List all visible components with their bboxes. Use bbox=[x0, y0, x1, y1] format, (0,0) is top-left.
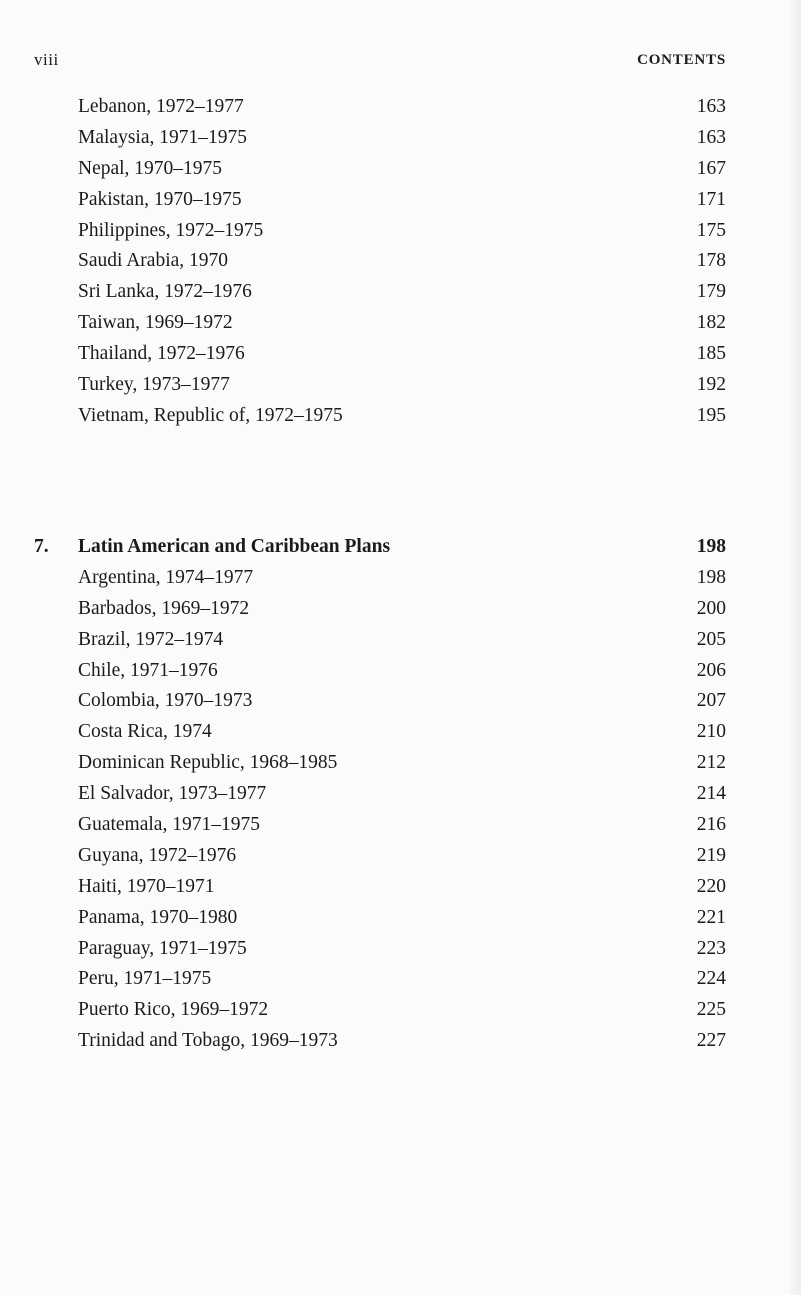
toc-entry-title: Turkey, 1973–1977 bbox=[78, 374, 230, 396]
toc-entry-taiwan[interactable] bbox=[34, 308, 726, 339]
toc-entry-philippines[interactable] bbox=[34, 216, 726, 247]
toc-entry-page: 198 bbox=[696, 566, 726, 588]
toc-entry-page: 179 bbox=[696, 281, 726, 303]
toc-entry-title: Colombia, 1970–1973 bbox=[78, 690, 253, 712]
toc-entry-title: Thailand, 1972–1976 bbox=[78, 343, 245, 365]
toc-entry-title: Malaysia, 1971–1975 bbox=[78, 126, 247, 148]
toc-entry-page: 185 bbox=[696, 343, 726, 365]
toc-entry-page: 182 bbox=[696, 312, 726, 334]
toc-entry-puerto-rico[interactable] bbox=[34, 995, 726, 1026]
toc-entry-dominican-republic[interactable] bbox=[34, 748, 726, 779]
toc-entry-page: 192 bbox=[696, 374, 726, 396]
toc-entry-lebanon[interactable] bbox=[34, 92, 726, 123]
toc-entry-page: 223 bbox=[696, 937, 726, 959]
toc-entry-costa-rica[interactable] bbox=[34, 717, 726, 748]
toc-entry-pakistan[interactable] bbox=[34, 185, 726, 216]
toc-entry-nepal[interactable] bbox=[34, 154, 726, 185]
toc-entry-panama[interactable] bbox=[34, 903, 726, 934]
toc-entry-page: 175 bbox=[696, 219, 726, 241]
toc-entry-page: 216 bbox=[696, 814, 726, 836]
chapter-heading[interactable] bbox=[34, 532, 726, 563]
toc-entry-colombia[interactable] bbox=[34, 686, 726, 717]
toc-entry-trinidad-and-tobago[interactable] bbox=[34, 1026, 726, 1057]
page-edge-shadow bbox=[787, 0, 801, 1295]
toc-entry-title: Taiwan, 1969–1972 bbox=[78, 312, 233, 334]
toc-entry-page: 212 bbox=[696, 752, 726, 774]
toc-entry-title: Puerto Rico, 1969–1972 bbox=[78, 999, 269, 1021]
toc-entry-page: 171 bbox=[696, 188, 726, 210]
toc-entry-title: Dominican Republic, 1968–1985 bbox=[78, 752, 338, 774]
toc-entry-title: Guyana, 1972–1976 bbox=[78, 844, 237, 866]
toc-entry-title: Costa Rica, 1974 bbox=[78, 721, 212, 743]
toc-entry-title: Haiti, 1970–1971 bbox=[78, 875, 215, 897]
toc-entry-title: Panama, 1970–1980 bbox=[78, 906, 238, 928]
toc-entry-page: 220 bbox=[696, 875, 726, 897]
toc-entry-title: Brazil, 1972–1974 bbox=[78, 628, 224, 650]
toc-entry-page: 163 bbox=[696, 96, 726, 117]
toc-entry-title: Paraguay, 1971–1975 bbox=[78, 937, 247, 959]
toc-entry-page: 206 bbox=[696, 659, 726, 681]
chapter-number: 7. bbox=[34, 536, 49, 557]
toc-entry-page: 224 bbox=[696, 968, 726, 990]
toc-entry-title: Barbados, 1969–1972 bbox=[78, 597, 250, 619]
toc-entry-title: Sri Lanka, 1972–1976 bbox=[78, 281, 252, 303]
toc-entry-title: Peru, 1971–1975 bbox=[78, 968, 212, 990]
toc-entry-page: 207 bbox=[696, 690, 726, 712]
toc-entry-guyana[interactable] bbox=[34, 841, 726, 872]
toc-entry-brazil[interactable] bbox=[34, 625, 726, 656]
toc-entry-turkey[interactable] bbox=[34, 370, 726, 401]
toc-entry-page: 167 bbox=[696, 157, 726, 179]
toc-entry-thailand[interactable] bbox=[34, 339, 726, 370]
toc-entry-argentina[interactable] bbox=[34, 563, 726, 594]
toc-entry-barbados[interactable] bbox=[34, 594, 726, 625]
toc-entry-malaysia[interactable] bbox=[34, 123, 726, 154]
toc-entry-vietnam[interactable] bbox=[34, 401, 726, 432]
toc-entry-page: 205 bbox=[696, 628, 726, 650]
toc-entry-chile[interactable] bbox=[34, 656, 726, 687]
running-head-title: CONTENTS bbox=[637, 52, 726, 68]
toc-entry-saudi-arabia[interactable] bbox=[34, 246, 726, 277]
toc-entry-title: Lebanon, 1972–1977 bbox=[78, 96, 244, 117]
chapter-page: 198 bbox=[696, 536, 726, 557]
toc-entry-title: Saudi Arabia, 1970 bbox=[78, 250, 229, 272]
page-number: viii bbox=[34, 50, 59, 69]
toc-entries-continued bbox=[34, 92, 726, 432]
toc-entry-title: Nepal, 1970–1975 bbox=[78, 157, 223, 179]
running-head bbox=[34, 50, 726, 72]
toc-entry-haiti[interactable] bbox=[34, 872, 726, 903]
toc-entry-title: Trinidad and Tobago, 1969–1973 bbox=[78, 1030, 338, 1052]
toc-entry-page: 221 bbox=[696, 906, 726, 928]
toc-entry-page: 225 bbox=[696, 999, 726, 1021]
toc-entry-title: Philippines, 1972–1975 bbox=[78, 219, 264, 241]
toc-entry-page: 195 bbox=[696, 404, 726, 426]
toc-entry-page: 227 bbox=[696, 1030, 726, 1052]
toc-entry-title: Pakistan, 1970–1975 bbox=[78, 188, 242, 210]
toc-entry-title: El Salvador, 1973–1977 bbox=[78, 783, 267, 805]
toc-entry-title: Chile, 1971–1976 bbox=[78, 659, 218, 681]
toc-entry-page: 214 bbox=[696, 783, 726, 805]
toc-chapter-7 bbox=[34, 532, 726, 1057]
chapter-title: Latin American and Caribbean Plans bbox=[78, 536, 391, 557]
toc-entry-sri-lanka[interactable] bbox=[34, 277, 726, 308]
toc-entry-title: Argentina, 1974–1977 bbox=[78, 566, 254, 588]
toc-entry-page: 210 bbox=[696, 721, 726, 743]
toc-entry-paraguay[interactable] bbox=[34, 934, 726, 965]
toc-entry-title: Vietnam, Republic of, 1972–1975 bbox=[78, 404, 343, 426]
toc-entry-page: 200 bbox=[696, 597, 726, 619]
toc-entry-el-salvador[interactable] bbox=[34, 779, 726, 810]
toc-entry-page: 219 bbox=[696, 844, 726, 866]
toc-entry-page: 163 bbox=[696, 126, 726, 148]
toc-entry-title: Guatemala, 1971–1975 bbox=[78, 814, 260, 836]
toc-entry-peru[interactable] bbox=[34, 964, 726, 995]
toc-entry-page: 178 bbox=[696, 250, 726, 272]
toc-entry-guatemala[interactable] bbox=[34, 810, 726, 841]
